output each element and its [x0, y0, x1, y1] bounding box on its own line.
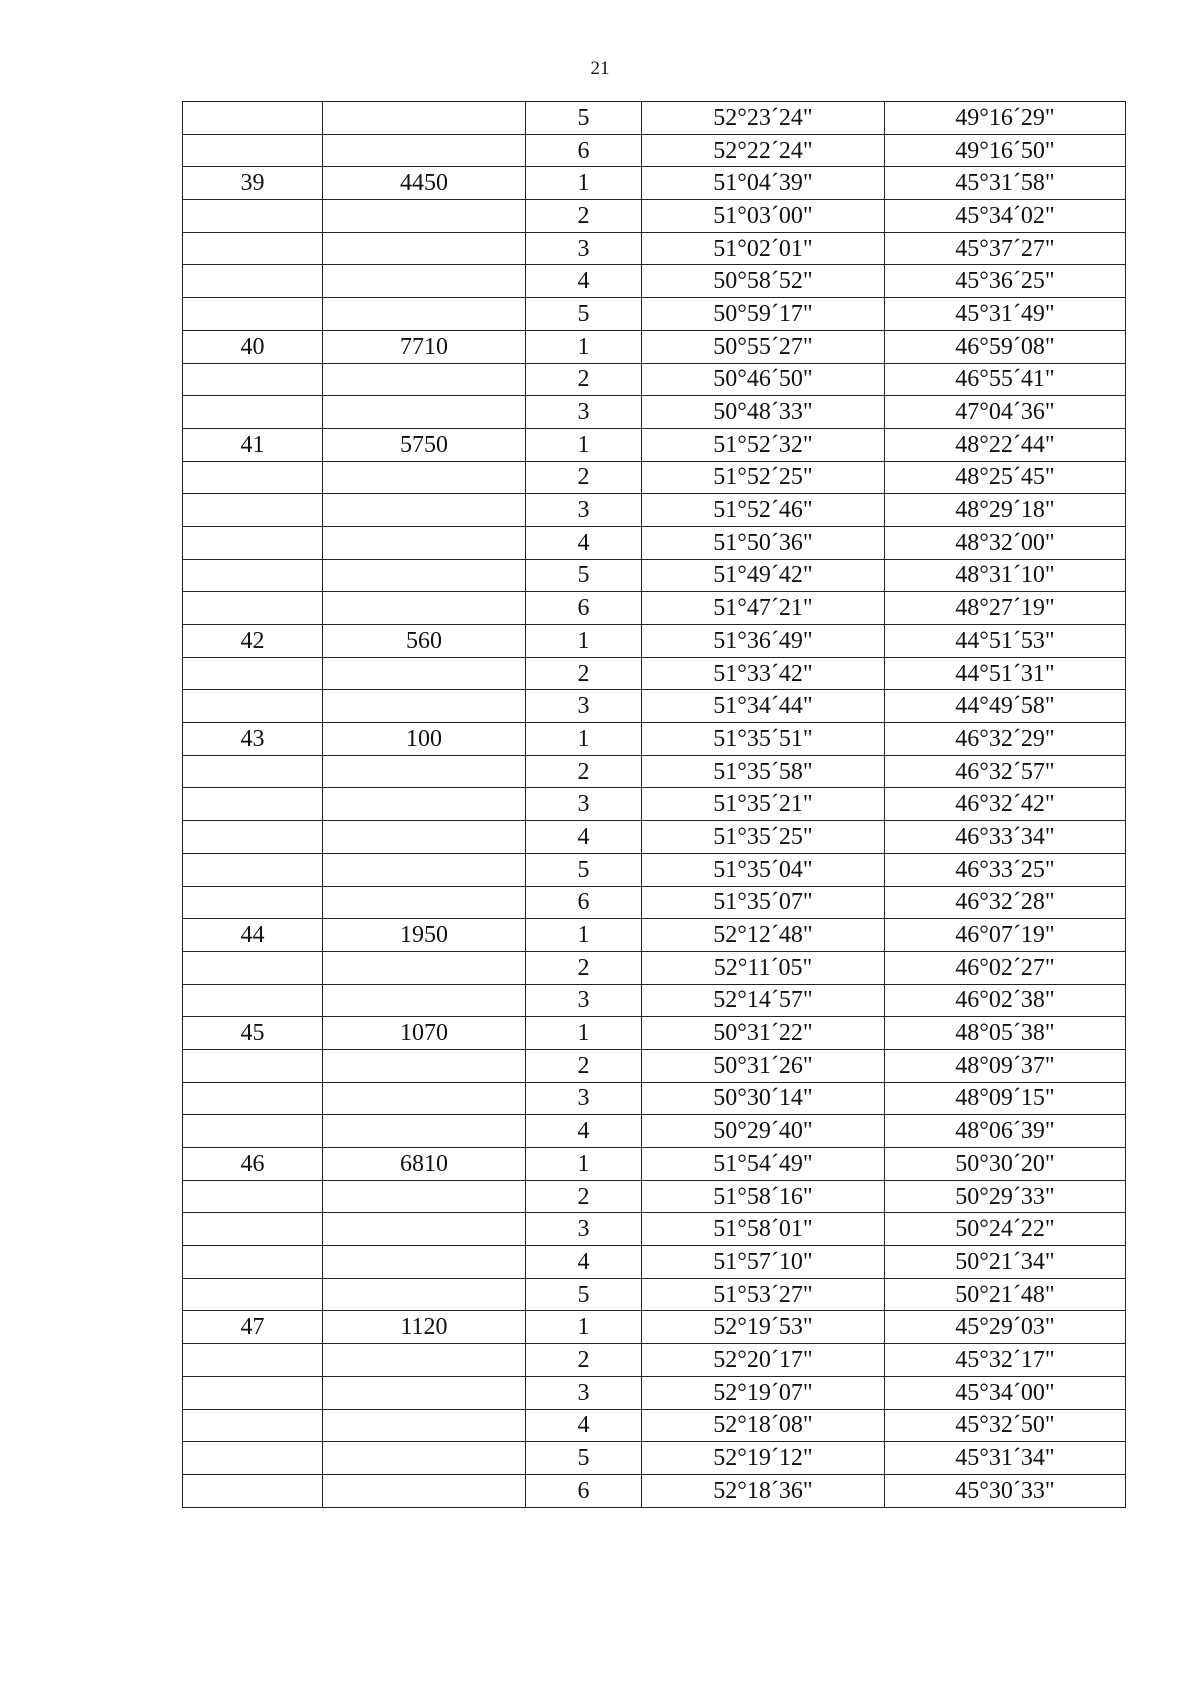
longitude-cell: 46°32´29" [885, 723, 1126, 756]
point-number-cell: 1 [526, 919, 642, 952]
point-number-cell: 5 [526, 1442, 642, 1475]
table-row [183, 1115, 1126, 1148]
area-cell [323, 984, 526, 1017]
area-cell [323, 951, 526, 984]
longitude-cell: 46°07´19" [885, 919, 1126, 952]
longitude-cell: 50°21´34" [885, 1246, 1126, 1279]
longitude-cell: 50°24´22" [885, 1213, 1126, 1246]
point-number-cell: 1 [526, 723, 642, 756]
site-number-cell [183, 1409, 323, 1442]
area-cell: 1120 [323, 1311, 526, 1344]
point-number-cell: 4 [526, 1115, 642, 1148]
area-cell [323, 821, 526, 854]
longitude-cell: 48°27´19" [885, 592, 1126, 625]
site-number-cell [183, 788, 323, 821]
area-cell [323, 1278, 526, 1311]
site-number-cell: 42 [183, 625, 323, 658]
latitude-cell: 51°50´36" [642, 526, 885, 559]
area-cell [323, 134, 526, 167]
latitude-cell: 51°02´01" [642, 232, 885, 265]
longitude-cell: 48°22´44" [885, 428, 1126, 461]
longitude-cell: 50°29´33" [885, 1180, 1126, 1213]
table-row [183, 363, 1126, 396]
point-number-cell: 5 [526, 559, 642, 592]
latitude-cell: 51°36´49" [642, 625, 885, 658]
longitude-cell: 44°51´53" [885, 625, 1126, 658]
table-row [183, 298, 1126, 331]
longitude-cell: 45°36´25" [885, 265, 1126, 298]
table-row [183, 1409, 1126, 1442]
point-number-cell: 4 [526, 265, 642, 298]
latitude-cell: 51°35´58" [642, 755, 885, 788]
latitude-cell: 50°29´40" [642, 1115, 885, 1148]
table-row [183, 494, 1126, 527]
latitude-cell: 51°54´49" [642, 1148, 885, 1181]
point-number-cell: 2 [526, 657, 642, 690]
latitude-cell: 52°18´36" [642, 1474, 885, 1507]
table-row [183, 853, 1126, 886]
table-row [183, 1278, 1126, 1311]
latitude-cell: 50°59´17" [642, 298, 885, 331]
area-cell [323, 363, 526, 396]
site-number-cell: 45 [183, 1017, 323, 1050]
point-number-cell: 1 [526, 1311, 642, 1344]
longitude-cell: 46°32´28" [885, 886, 1126, 919]
latitude-cell: 51°35´21" [642, 788, 885, 821]
latitude-cell: 52°23´24" [642, 102, 885, 135]
table-row [183, 788, 1126, 821]
table-row [183, 1376, 1126, 1409]
latitude-cell: 51°52´32" [642, 428, 885, 461]
table-row [183, 1474, 1126, 1507]
table-row [183, 1148, 1126, 1181]
longitude-cell: 48°29´18" [885, 494, 1126, 527]
latitude-cell: 52°20´17" [642, 1344, 885, 1377]
latitude-cell: 51°52´25" [642, 461, 885, 494]
longitude-cell: 48°09´15" [885, 1082, 1126, 1115]
latitude-cell: 52°19´07" [642, 1376, 885, 1409]
point-number-cell: 3 [526, 1213, 642, 1246]
area-cell [323, 690, 526, 723]
longitude-cell: 46°33´34" [885, 821, 1126, 854]
longitude-cell: 45°31´34" [885, 1442, 1126, 1475]
area-cell [323, 526, 526, 559]
table-row [183, 265, 1126, 298]
area-cell [323, 494, 526, 527]
latitude-cell: 52°22´24" [642, 134, 885, 167]
area-cell [323, 1115, 526, 1148]
area-cell [323, 755, 526, 788]
site-number-cell [183, 1115, 323, 1148]
table-row [183, 1049, 1126, 1082]
longitude-cell: 48°06´39" [885, 1115, 1126, 1148]
site-number-cell [183, 461, 323, 494]
latitude-cell: 51°04´39" [642, 167, 885, 200]
page-number: 21 [590, 58, 610, 79]
area-cell [323, 1376, 526, 1409]
point-number-cell: 1 [526, 330, 642, 363]
site-number-cell: 47 [183, 1311, 323, 1344]
area-cell [323, 886, 526, 919]
latitude-cell: 51°34´44" [642, 690, 885, 723]
point-number-cell: 2 [526, 951, 642, 984]
site-number-cell [183, 1344, 323, 1377]
site-number-cell [183, 1278, 323, 1311]
point-number-cell: 1 [526, 1017, 642, 1050]
point-number-cell: 6 [526, 592, 642, 625]
point-number-cell: 5 [526, 102, 642, 135]
longitude-cell: 49°16´29" [885, 102, 1126, 135]
point-number-cell: 4 [526, 821, 642, 854]
longitude-cell: 47°04´36" [885, 396, 1126, 429]
area-cell: 1950 [323, 919, 526, 952]
table-row [183, 526, 1126, 559]
area-cell: 7710 [323, 330, 526, 363]
area-cell: 6810 [323, 1148, 526, 1181]
longitude-cell: 50°30´20" [885, 1148, 1126, 1181]
latitude-cell: 51°52´46" [642, 494, 885, 527]
table-row [183, 886, 1126, 919]
area-cell: 560 [323, 625, 526, 658]
point-number-cell: 4 [526, 1246, 642, 1279]
longitude-cell: 45°31´58" [885, 167, 1126, 200]
area-cell [323, 200, 526, 233]
site-number-cell [183, 526, 323, 559]
point-number-cell: 6 [526, 134, 642, 167]
latitude-cell: 51°53´27" [642, 1278, 885, 1311]
table-row [183, 951, 1126, 984]
point-number-cell: 3 [526, 396, 642, 429]
site-number-cell [183, 984, 323, 1017]
table-row [183, 330, 1126, 363]
table-row [183, 657, 1126, 690]
site-number-cell: 44 [183, 919, 323, 952]
latitude-cell: 50°30´14" [642, 1082, 885, 1115]
site-number-cell [183, 559, 323, 592]
area-cell [323, 1474, 526, 1507]
point-number-cell: 3 [526, 1376, 642, 1409]
latitude-cell: 51°35´07" [642, 886, 885, 919]
table-row [183, 1213, 1126, 1246]
site-number-cell [183, 1180, 323, 1213]
table-row [183, 592, 1126, 625]
area-cell [323, 657, 526, 690]
longitude-cell: 48°09´37" [885, 1049, 1126, 1082]
latitude-cell: 50°55´27" [642, 330, 885, 363]
point-number-cell: 1 [526, 167, 642, 200]
site-number-cell [183, 755, 323, 788]
longitude-cell: 46°02´27" [885, 951, 1126, 984]
latitude-cell: 51°33´42" [642, 657, 885, 690]
point-number-cell: 5 [526, 298, 642, 331]
longitude-cell: 45°34´00" [885, 1376, 1126, 1409]
point-number-cell: 4 [526, 526, 642, 559]
point-number-cell: 2 [526, 461, 642, 494]
area-cell [323, 1246, 526, 1279]
area-cell: 5750 [323, 428, 526, 461]
site-number-cell [183, 396, 323, 429]
area-cell [323, 298, 526, 331]
site-number-cell [183, 1442, 323, 1475]
point-number-cell: 2 [526, 755, 642, 788]
area-cell [323, 1213, 526, 1246]
point-number-cell: 2 [526, 363, 642, 396]
table-row [183, 1311, 1126, 1344]
site-number-cell: 46 [183, 1148, 323, 1181]
longitude-cell: 48°25´45" [885, 461, 1126, 494]
site-number-cell [183, 592, 323, 625]
longitude-cell: 44°51´31" [885, 657, 1126, 690]
latitude-cell: 51°49´42" [642, 559, 885, 592]
area-cell [323, 1082, 526, 1115]
latitude-cell: 52°19´12" [642, 1442, 885, 1475]
point-number-cell: 2 [526, 1049, 642, 1082]
area-cell [323, 1442, 526, 1475]
site-number-cell [183, 1376, 323, 1409]
site-number-cell [183, 232, 323, 265]
table-row [183, 1017, 1126, 1050]
latitude-cell: 51°35´25" [642, 821, 885, 854]
latitude-cell: 50°31´26" [642, 1049, 885, 1082]
table-row [183, 1344, 1126, 1377]
latitude-cell: 52°11´05" [642, 951, 885, 984]
latitude-cell: 51°57´10" [642, 1246, 885, 1279]
longitude-cell: 46°33´25" [885, 853, 1126, 886]
longitude-cell: 44°49´58" [885, 690, 1126, 723]
latitude-cell: 51°47´21" [642, 592, 885, 625]
longitude-cell: 45°30´33" [885, 1474, 1126, 1507]
longitude-cell: 45°32´50" [885, 1409, 1126, 1442]
table-row [183, 821, 1126, 854]
area-cell [323, 559, 526, 592]
area-cell [323, 461, 526, 494]
table-row [183, 1442, 1126, 1475]
point-number-cell: 1 [526, 428, 642, 461]
site-number-cell [183, 821, 323, 854]
longitude-cell: 46°02´38" [885, 984, 1126, 1017]
table-row [183, 200, 1126, 233]
table-row [183, 396, 1126, 429]
area-cell [323, 853, 526, 886]
latitude-cell: 52°19´53" [642, 1311, 885, 1344]
coordinates-table-body [183, 102, 1126, 1508]
table-row [183, 755, 1126, 788]
point-number-cell: 5 [526, 853, 642, 886]
point-number-cell: 3 [526, 984, 642, 1017]
longitude-cell: 46°32´42" [885, 788, 1126, 821]
table-row [183, 461, 1126, 494]
point-number-cell: 6 [526, 1474, 642, 1507]
site-number-cell [183, 298, 323, 331]
latitude-cell: 51°35´04" [642, 853, 885, 886]
longitude-cell: 45°32´17" [885, 1344, 1126, 1377]
table-row [183, 232, 1126, 265]
site-number-cell [183, 951, 323, 984]
longitude-cell: 50°21´48" [885, 1278, 1126, 1311]
site-number-cell [183, 200, 323, 233]
longitude-cell: 46°59´08" [885, 330, 1126, 363]
site-number-cell [183, 265, 323, 298]
site-number-cell [183, 1082, 323, 1115]
site-number-cell [183, 1474, 323, 1507]
longitude-cell: 46°55´41" [885, 363, 1126, 396]
latitude-cell: 50°31´22" [642, 1017, 885, 1050]
area-cell [323, 1409, 526, 1442]
latitude-cell: 50°46´50" [642, 363, 885, 396]
table-row [183, 134, 1126, 167]
area-cell [323, 1049, 526, 1082]
latitude-cell: 50°58´52" [642, 265, 885, 298]
latitude-cell: 51°58´01" [642, 1213, 885, 1246]
site-number-cell [183, 690, 323, 723]
site-number-cell [183, 494, 323, 527]
point-number-cell: 6 [526, 886, 642, 919]
point-number-cell: 3 [526, 494, 642, 527]
area-cell: 100 [323, 723, 526, 756]
site-number-cell [183, 1246, 323, 1279]
latitude-cell: 51°03´00" [642, 200, 885, 233]
point-number-cell: 5 [526, 1278, 642, 1311]
site-number-cell [183, 1049, 323, 1082]
point-number-cell: 3 [526, 690, 642, 723]
point-number-cell: 1 [526, 1148, 642, 1181]
table-row [183, 559, 1126, 592]
coordinates-table [182, 101, 1126, 1508]
table-row [183, 625, 1126, 658]
table-row [183, 690, 1126, 723]
table-row [183, 102, 1126, 135]
latitude-cell: 52°12´48" [642, 919, 885, 952]
longitude-cell: 45°37´27" [885, 232, 1126, 265]
longitude-cell: 48°31´10" [885, 559, 1126, 592]
site-number-cell [183, 1213, 323, 1246]
table-row [183, 919, 1126, 952]
point-number-cell: 4 [526, 1409, 642, 1442]
longitude-cell: 48°05´38" [885, 1017, 1126, 1050]
site-number-cell [183, 657, 323, 690]
area-cell [323, 396, 526, 429]
latitude-cell: 50°48´33" [642, 396, 885, 429]
longitude-cell: 45°31´49" [885, 298, 1126, 331]
site-number-cell [183, 134, 323, 167]
site-number-cell [183, 102, 323, 135]
site-number-cell [183, 363, 323, 396]
point-number-cell: 2 [526, 200, 642, 233]
site-number-cell: 41 [183, 428, 323, 461]
table-row [183, 167, 1126, 200]
table-row [183, 1180, 1126, 1213]
table-row [183, 723, 1126, 756]
area-cell [323, 232, 526, 265]
latitude-cell: 52°18´08" [642, 1409, 885, 1442]
area-cell: 1070 [323, 1017, 526, 1050]
area-cell: 4450 [323, 167, 526, 200]
site-number-cell: 39 [183, 167, 323, 200]
area-cell [323, 788, 526, 821]
table-row [183, 1246, 1126, 1279]
site-number-cell [183, 853, 323, 886]
point-number-cell: 2 [526, 1180, 642, 1213]
table-row [183, 428, 1126, 461]
site-number-cell [183, 886, 323, 919]
table-row [183, 1082, 1126, 1115]
area-cell [323, 102, 526, 135]
table-row [183, 984, 1126, 1017]
area-cell [323, 1344, 526, 1377]
longitude-cell: 45°29´03" [885, 1311, 1126, 1344]
longitude-cell: 48°32´00" [885, 526, 1126, 559]
longitude-cell: 49°16´50" [885, 134, 1126, 167]
area-cell [323, 592, 526, 625]
longitude-cell: 46°32´57" [885, 755, 1126, 788]
latitude-cell: 51°58´16" [642, 1180, 885, 1213]
point-number-cell: 3 [526, 788, 642, 821]
area-cell [323, 265, 526, 298]
point-number-cell: 1 [526, 625, 642, 658]
site-number-cell: 40 [183, 330, 323, 363]
latitude-cell: 51°35´51" [642, 723, 885, 756]
point-number-cell: 3 [526, 1082, 642, 1115]
area-cell [323, 1180, 526, 1213]
point-number-cell: 3 [526, 232, 642, 265]
point-number-cell: 2 [526, 1344, 642, 1377]
latitude-cell: 52°14´57" [642, 984, 885, 1017]
site-number-cell: 43 [183, 723, 323, 756]
longitude-cell: 45°34´02" [885, 200, 1126, 233]
